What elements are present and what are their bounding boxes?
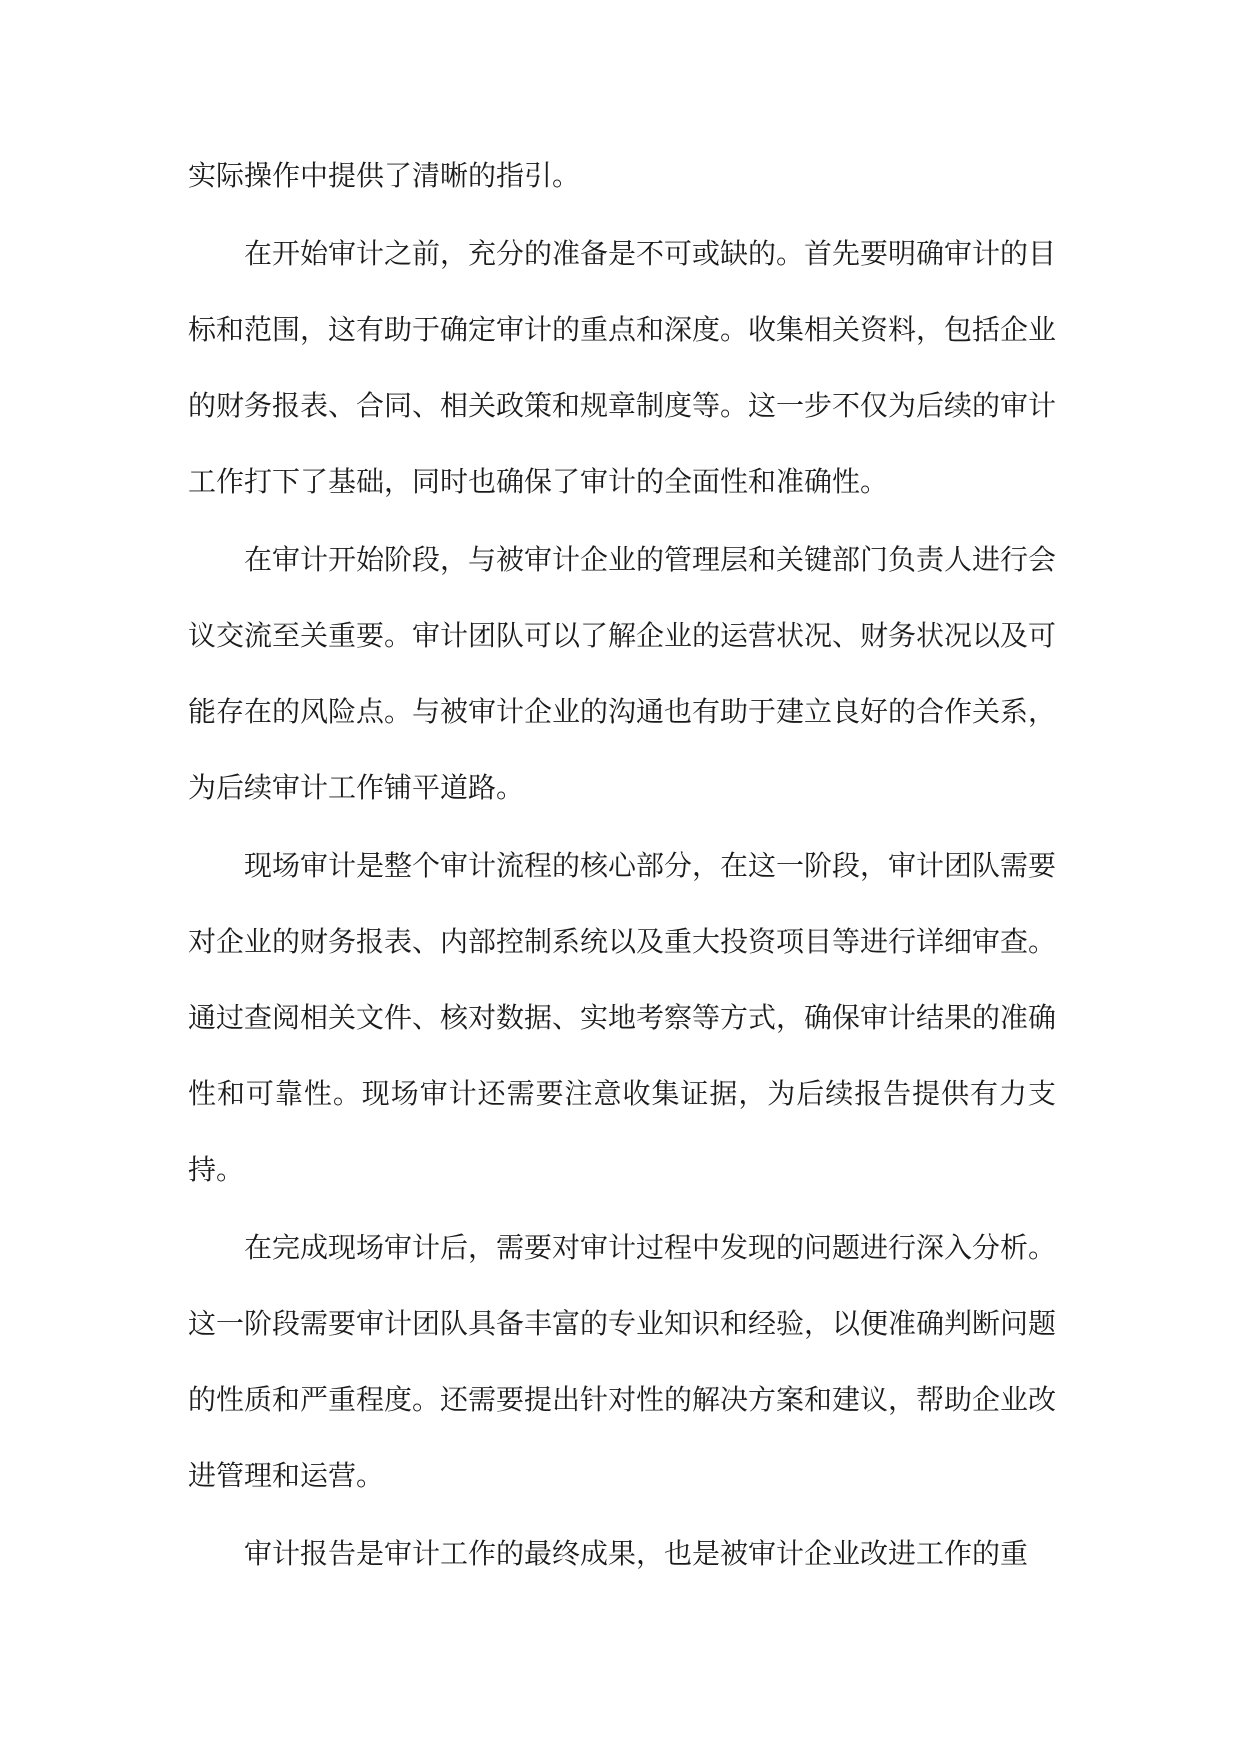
paragraph-audit-report: 审计报告是审计工作的最终成果，也是被审计企业改进工作的重 (244, 1537, 1029, 1570)
paragraph-field-audit: 现场审计是整个审计流程的核心部分，在这一阶段，审计团队需要对企业的财务报表、内部控制系统以及重大投资项目等进行详细审查。通过查阅相关文件、核对数据、实地考察等方式，确保审计结果的准确性和可靠性。现场审计还需要注意收集证据，为后续报告提供有力支持。 (188, 849, 1057, 1186)
paragraph-continuation: 实际操作中提供了清晰的指引。 (188, 159, 581, 192)
paragraph-analysis: 在完成现场审计后，需要对审计过程中发现的问题进行深入分析。这一阶段需要审计团队具备丰富的专业知识和经验，以便准确判断问题的性质和严重程度。还需要提出针对性的解决方案和建议，帮助企业改进管理和运营。 (188, 1231, 1057, 1492)
paragraph-preparation: 在开始审计之前，充分的准备是不可或缺的。首先要明确审计的目标和范围，这有助于确定审计的重点和深度。收集相关资料，包括企业的财务报表、合同、相关政策和规章制度等。这一步不仅为后续的审计工作打下了基础，同时也确保了审计的全面性和准确性。 (188, 237, 1057, 498)
document-body (188, 138, 1056, 1594)
paragraph-opening-meeting: 在审计开始阶段，与被审计企业的管理层和关键部门负责人进行会议交流至关重要。审计团队可以了解企业的运营状况、财务状况以及可能存在的风险点。与被审计企业的沟通也有助于建立良好的合作关系，为后续审计工作铺平道路。 (188, 543, 1057, 804)
